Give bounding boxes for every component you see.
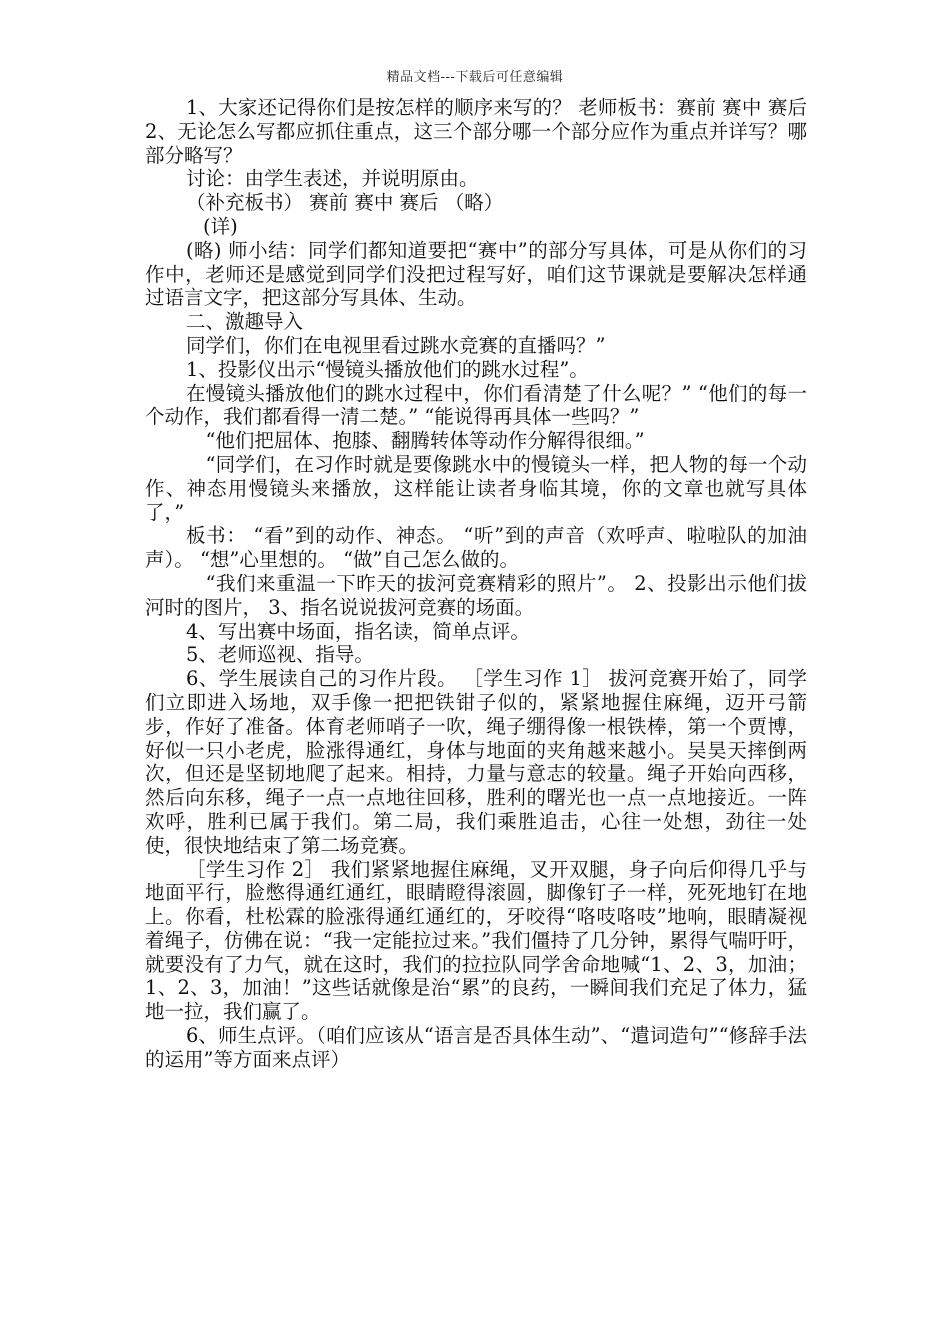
paragraph: (详) xyxy=(203,214,238,238)
paragraph: “我们来重温一下昨天的拔河竞赛精彩的照片”。 2、投影出示他们拔河时的图片， 3、指名说说拔河竞赛的场面。 xyxy=(145,571,807,619)
paragraph: “同学们，在习作时就是要像跳水中的慢镜头一样，把人物的每一个动作、神态用慢镜头来播放，这样能让读者身临其境，你的文章也就写具体了，” xyxy=(145,452,807,524)
paragraph: 1、投影仪出示“慢镜头播放他们的跳水过程”。 xyxy=(185,357,589,381)
paragraph: 1、大家还记得你们是按怎样的顺序来写的？ 老师板书：赛前 赛中 赛后 2、无论怎么写都应抓住重点，这三个部分哪一个部分应作为重点并详写？哪部分略写？ xyxy=(145,96,807,167)
page-header: 精品文档---下载后可任意编辑 xyxy=(386,70,564,85)
paragraph: 6、学生展读自己的习作片段。 ［学生习作 1］ 拔河竞赛开始了，同学们立即进入场地，双手像一把把铁钳子似的，紧紧地握住麻绳，迈开弓箭步，作好了准备。体育老师哨子一吹，绳子绷得像一根铁棒，第一个贾博，好似一只小老虎，脸涨得通红，身体与地面的夹角越来越小。吴昊天摔倒两次，但还是坚韧地爬了起来。相持，力量与意志的较量。绳子开始向西移，然后向东移，绳子一点一点地往回移，胜利的曙光也一点一点地接近。一阵欢呼，胜利已属于我们。第二局，我们乘胜追击，心往一处想，劲往一处使，很快地结束了第二场竞赛。 xyxy=(145,667,807,857)
paragraph: 讨论：由学生表述，并说明原由。 xyxy=(185,167,479,191)
paragraph: 5、老师巡视、指导。 xyxy=(185,643,374,667)
paragraph: “他们把屈体、抱膝、翻腾转体等动作分解得很细。” xyxy=(205,429,645,453)
paragraph: 板书： “看”到的动作、神态。 “听”到的声音（欢呼声、啦啦队的加油声）。 “想”心里想的。 “做”自己怎么做的。 xyxy=(145,524,807,572)
paragraph: ［学生习作 2］ 我们紧紧地握住麻绳，叉开双腿，身子向后仰得几乎与地面平行，脸憋得通红通红，眼睛瞪得滚圆，脚像钉子一样，死死地钉在地上。你看，杜松霖的脸涨得通红通红的，牙咬得“咯吱咯吱”地响，眼睛凝视着绳子，仿佛在说：“我一定能拉过来。”我们僵持了几分钟，累得气喘吁吁，就要没有了力气，就在这时，我们的拉拉队同学舍命地喊“1、2、3，加油；1、2、3，加油！”这些话就像是治“累”的良药，一瞬间我们充足了体力，猛地一拉，我们赢了。 xyxy=(145,857,807,1024)
paragraph: 4、写出赛中场面，指名读，简单点评。 xyxy=(185,619,530,643)
paragraph: 6、师生点评。（咱们应该从“语言是否具体生动”、“遣词造句”“修辞手法的运用”等方面来点评） xyxy=(145,1024,807,1071)
section-heading: 二、激趣导入 xyxy=(185,310,303,334)
paragraph: （补充板书） 赛前 赛中 赛后 （略） xyxy=(185,191,504,215)
paragraph: 同学们，你们在电视里看过跳水竞赛的直播吗？” xyxy=(185,333,606,357)
document-body xyxy=(145,96,807,1072)
paragraph: (略) 师小结：同学们都知道要把“赛中”的部分写具体，可是从你们的习作中，老师还是感觉到同学们没把过程写好，咱们这节课就是要解决怎样通过语言文字，把这部分写具体、生动。 xyxy=(145,238,807,310)
paragraph: 在慢镜头播放他们的跳水过程中，你们看清楚了什么呢？” “他们的每一个动作，我们都看得一清二楚。” “能说得再具体一些吗？” xyxy=(145,381,807,429)
